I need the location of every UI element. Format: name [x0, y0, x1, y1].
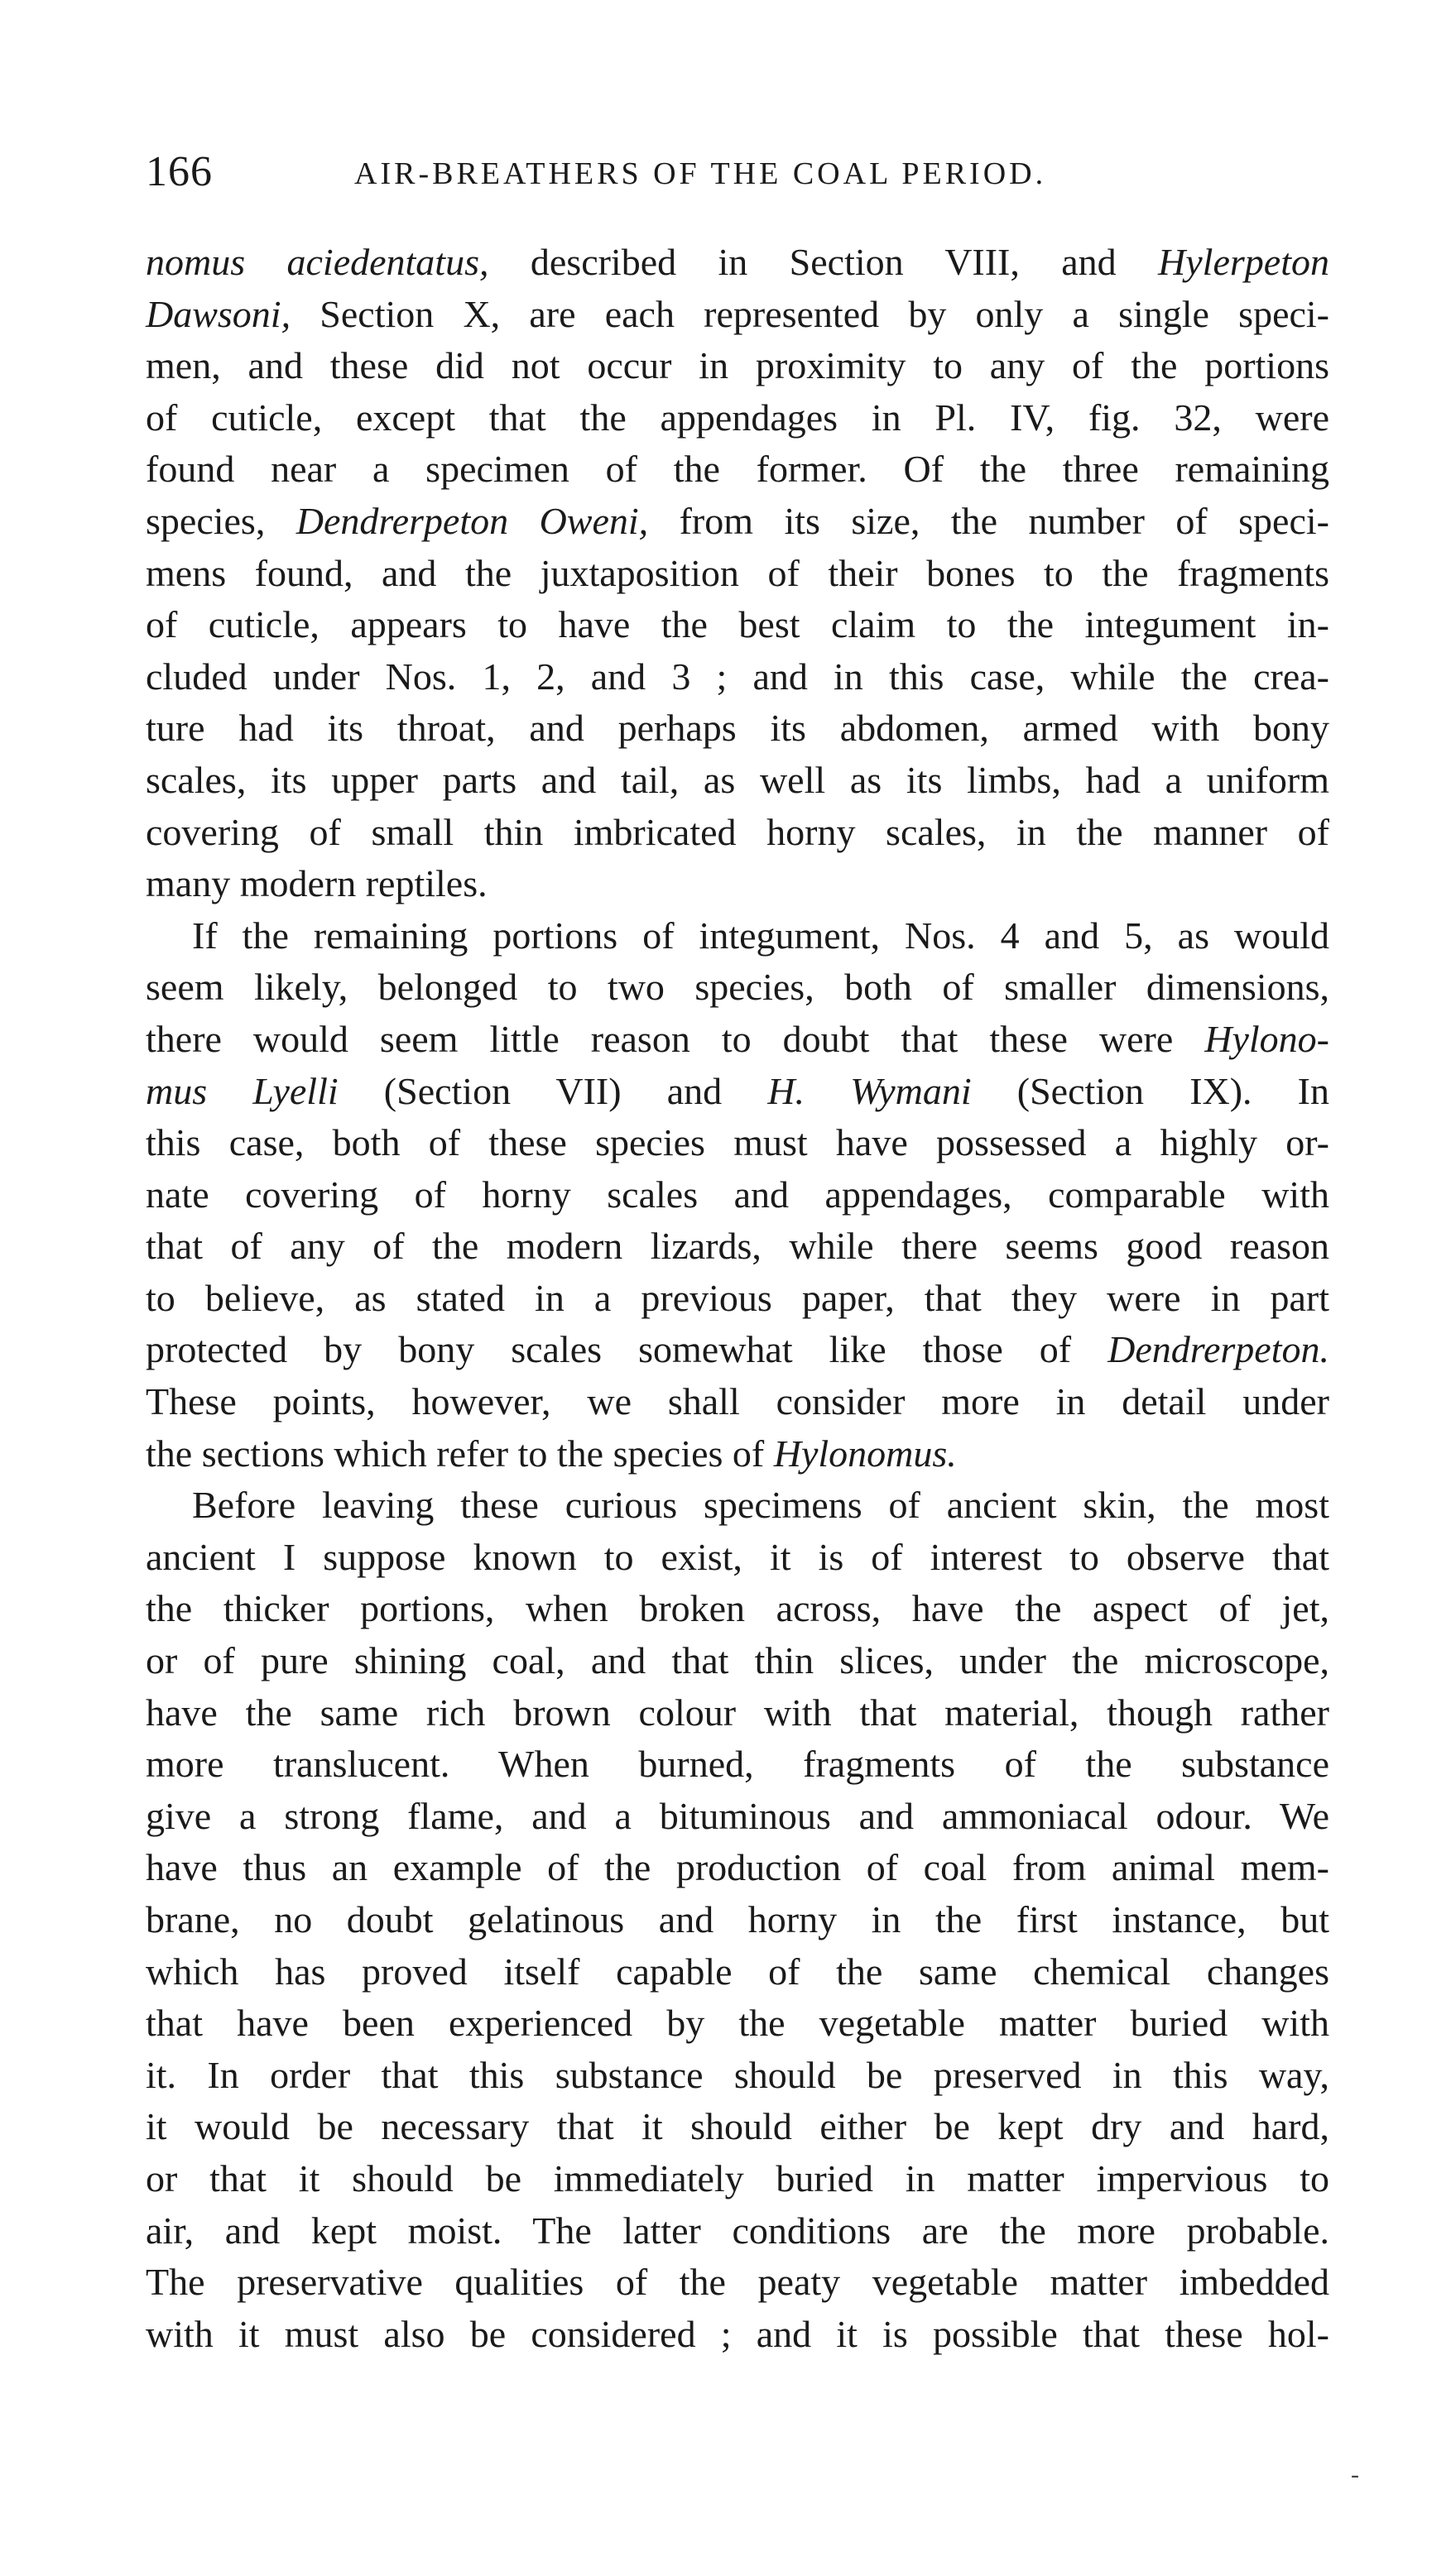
text-span: that have been experienced by the vegetable matter buried with: [146, 2002, 1329, 2045]
text-span: have thus an example of the production of coal from animal mem-: [146, 1846, 1329, 1889]
text-span: Before leaving these curious specimens of ancient skin, the most: [192, 1484, 1329, 1527]
text-line: [146, 1946, 1329, 1998]
text-span: The preservative qualities of the peaty vegetable matter imbedded: [146, 2261, 1329, 2304]
text-line: [146, 1376, 1329, 1428]
ink-speck: -: [1351, 2461, 1359, 2488]
text-span: the thicker portions, when broken across, have the aspect of jet,: [146, 1587, 1329, 1630]
text-span: cluded under Nos. 1, 2, and 3 ; and in this case, while the crea-: [146, 655, 1329, 698]
italic-span: Dendrerpeton.: [1107, 1328, 1329, 1371]
text-span: that of any of the modern lizards, while there seems good reason: [146, 1225, 1329, 1268]
text-line: [146, 1894, 1329, 1946]
text-span: mens found, and the juxtaposition of their bones to the fragments: [146, 551, 1329, 594]
text-span: (Section VII) and: [338, 1069, 768, 1112]
text-span: or of pure shining coal, and that thin slices, under the microscope,: [146, 1639, 1329, 1682]
text-span: this case, both of these species must have possessed a highly or-: [146, 1121, 1329, 1164]
italic-span: Hylono-: [1204, 1017, 1329, 1060]
text-line: [146, 1583, 1329, 1635]
text-span: Section X, are each represented by only a single speci-: [291, 292, 1329, 335]
text-line: [146, 2205, 1329, 2257]
text-line: [146, 2050, 1329, 2102]
text-span: described in Section VIII, and: [488, 241, 1159, 283]
text-line: [146, 2153, 1329, 2205]
text-line: [146, 1687, 1329, 1739]
text-span: protected by bony scales somewhat like those of: [146, 1328, 1108, 1371]
italic-span: Hylonomus.: [773, 1432, 957, 1475]
text-line: [146, 2101, 1329, 2153]
text-line: [146, 1791, 1329, 1843]
text-span: or that it should be immediately buried in matter impervious to: [146, 2156, 1329, 2199]
text-span: These points, however, we shall consider more in detail under: [146, 1380, 1329, 1423]
text-span: to believe, as stated in a previous paper, that they were in part: [146, 1276, 1329, 1319]
text-line: [146, 807, 1329, 859]
text-line: [146, 962, 1329, 1014]
text-line: [146, 496, 1329, 548]
text-span: have the same rich brown colour with that material, though rather: [146, 1691, 1329, 1734]
text-span: many modern reptiles.: [146, 862, 488, 905]
italic-span: Dendrerpeton Oweni,: [295, 499, 649, 542]
text-line: [146, 1428, 1329, 1480]
text-span: covering of small thin imbricated horny scales, in the manner of: [146, 810, 1329, 853]
text-line: [146, 651, 1329, 703]
text-line: [146, 1273, 1329, 1325]
text-line: [146, 910, 1329, 962]
text-span: men, and these did not occur in proximity to any of the portions: [146, 344, 1329, 387]
italic-span: nomus aciedentatus,: [146, 241, 489, 283]
text-line: [146, 289, 1329, 341]
italic-span: mus Lyelli: [146, 1069, 339, 1112]
text-span: seem likely, belonged to two species, both of smaller dimensions,: [146, 966, 1329, 1009]
text-span: ancient I suppose known to exist, it is of interest to observe that: [146, 1535, 1329, 1578]
text-span: of cuticle, except that the appendages in Pl. IV, fig. 32, were: [146, 396, 1329, 439]
text-line: [146, 1532, 1329, 1584]
text-line: [146, 755, 1329, 807]
text-span: of cuticle, appears to have the best claim to the integument in-: [146, 603, 1329, 646]
text-span: ture had its throat, and perhaps its abdomen, armed with bony: [146, 707, 1329, 750]
text-span: give a strong flame, and a bituminous and ammoniacal odour. We: [146, 1794, 1329, 1837]
text-line: [146, 392, 1329, 444]
text-line: [146, 1998, 1329, 2050]
body-text: [146, 237, 1329, 2454]
text-line: [146, 1480, 1329, 1532]
text-span: If the remaining portions of integument, Nos. 4 and 5, as would: [192, 914, 1329, 957]
italic-span: Dawsoni,: [146, 292, 291, 335]
text-span: it would be necessary that it should either be kept dry and hard,: [146, 2105, 1329, 2148]
text-line: [146, 548, 1329, 600]
text-line: [146, 703, 1329, 755]
text-line: [146, 1324, 1329, 1376]
text-span: (Section IX). In: [971, 1069, 1329, 1112]
text-span: from its size, the number of speci-: [648, 499, 1329, 542]
text-line: [146, 444, 1329, 496]
text-span: air, and kept moist. The latter conditions are the more probable.: [146, 2209, 1329, 2252]
text-span: found near a specimen of the former. Of the three remaining: [146, 448, 1329, 491]
running-title: AIR-BREATHERS OF THE COAL PERIOD.: [354, 156, 1047, 191]
text-line: [146, 2309, 1329, 2361]
text-line: [146, 1221, 1329, 1273]
text-line: [146, 1635, 1329, 1687]
text-span: it. In order that this substance should be preserved in this way,: [146, 2053, 1329, 2096]
text-line: [146, 599, 1329, 651]
text-line: [146, 340, 1329, 392]
text-line: [146, 1739, 1329, 1791]
running-head: [146, 147, 1354, 205]
text-line: [146, 858, 1329, 910]
text-span: species,: [146, 499, 296, 542]
text-span: brane, no doubt gelatinous and horny in the first instance, but: [146, 1898, 1329, 1940]
text-line: [146, 1066, 1329, 1118]
text-span: there would seem little reason to doubt that these were: [146, 1017, 1205, 1060]
text-line: [146, 1842, 1329, 1894]
text-span: with it must also be considered ; and it is possible that these hol-: [146, 2312, 1329, 2355]
text-line: [146, 1117, 1329, 1169]
text-span: the sections which refer to the species of: [146, 1432, 774, 1475]
text-line: [146, 1014, 1329, 1066]
text-line: [146, 2257, 1329, 2309]
italic-span: H. Wymani: [767, 1069, 972, 1112]
text-span: nate covering of horny scales and appendages, comparable with: [146, 1173, 1329, 1216]
text-line: [146, 1169, 1329, 1221]
page-number: 166: [146, 148, 213, 195]
text-span: scales, its upper parts and tail, as well as its limbs, had a uniform: [146, 758, 1329, 801]
italic-span: Hylerpeton: [1158, 241, 1329, 283]
text-span: which has proved itself capable of the same chemical changes: [146, 1950, 1329, 1993]
text-span: more translucent. When burned, fragments of the substance: [146, 1743, 1329, 1786]
text-line: [146, 237, 1329, 289]
